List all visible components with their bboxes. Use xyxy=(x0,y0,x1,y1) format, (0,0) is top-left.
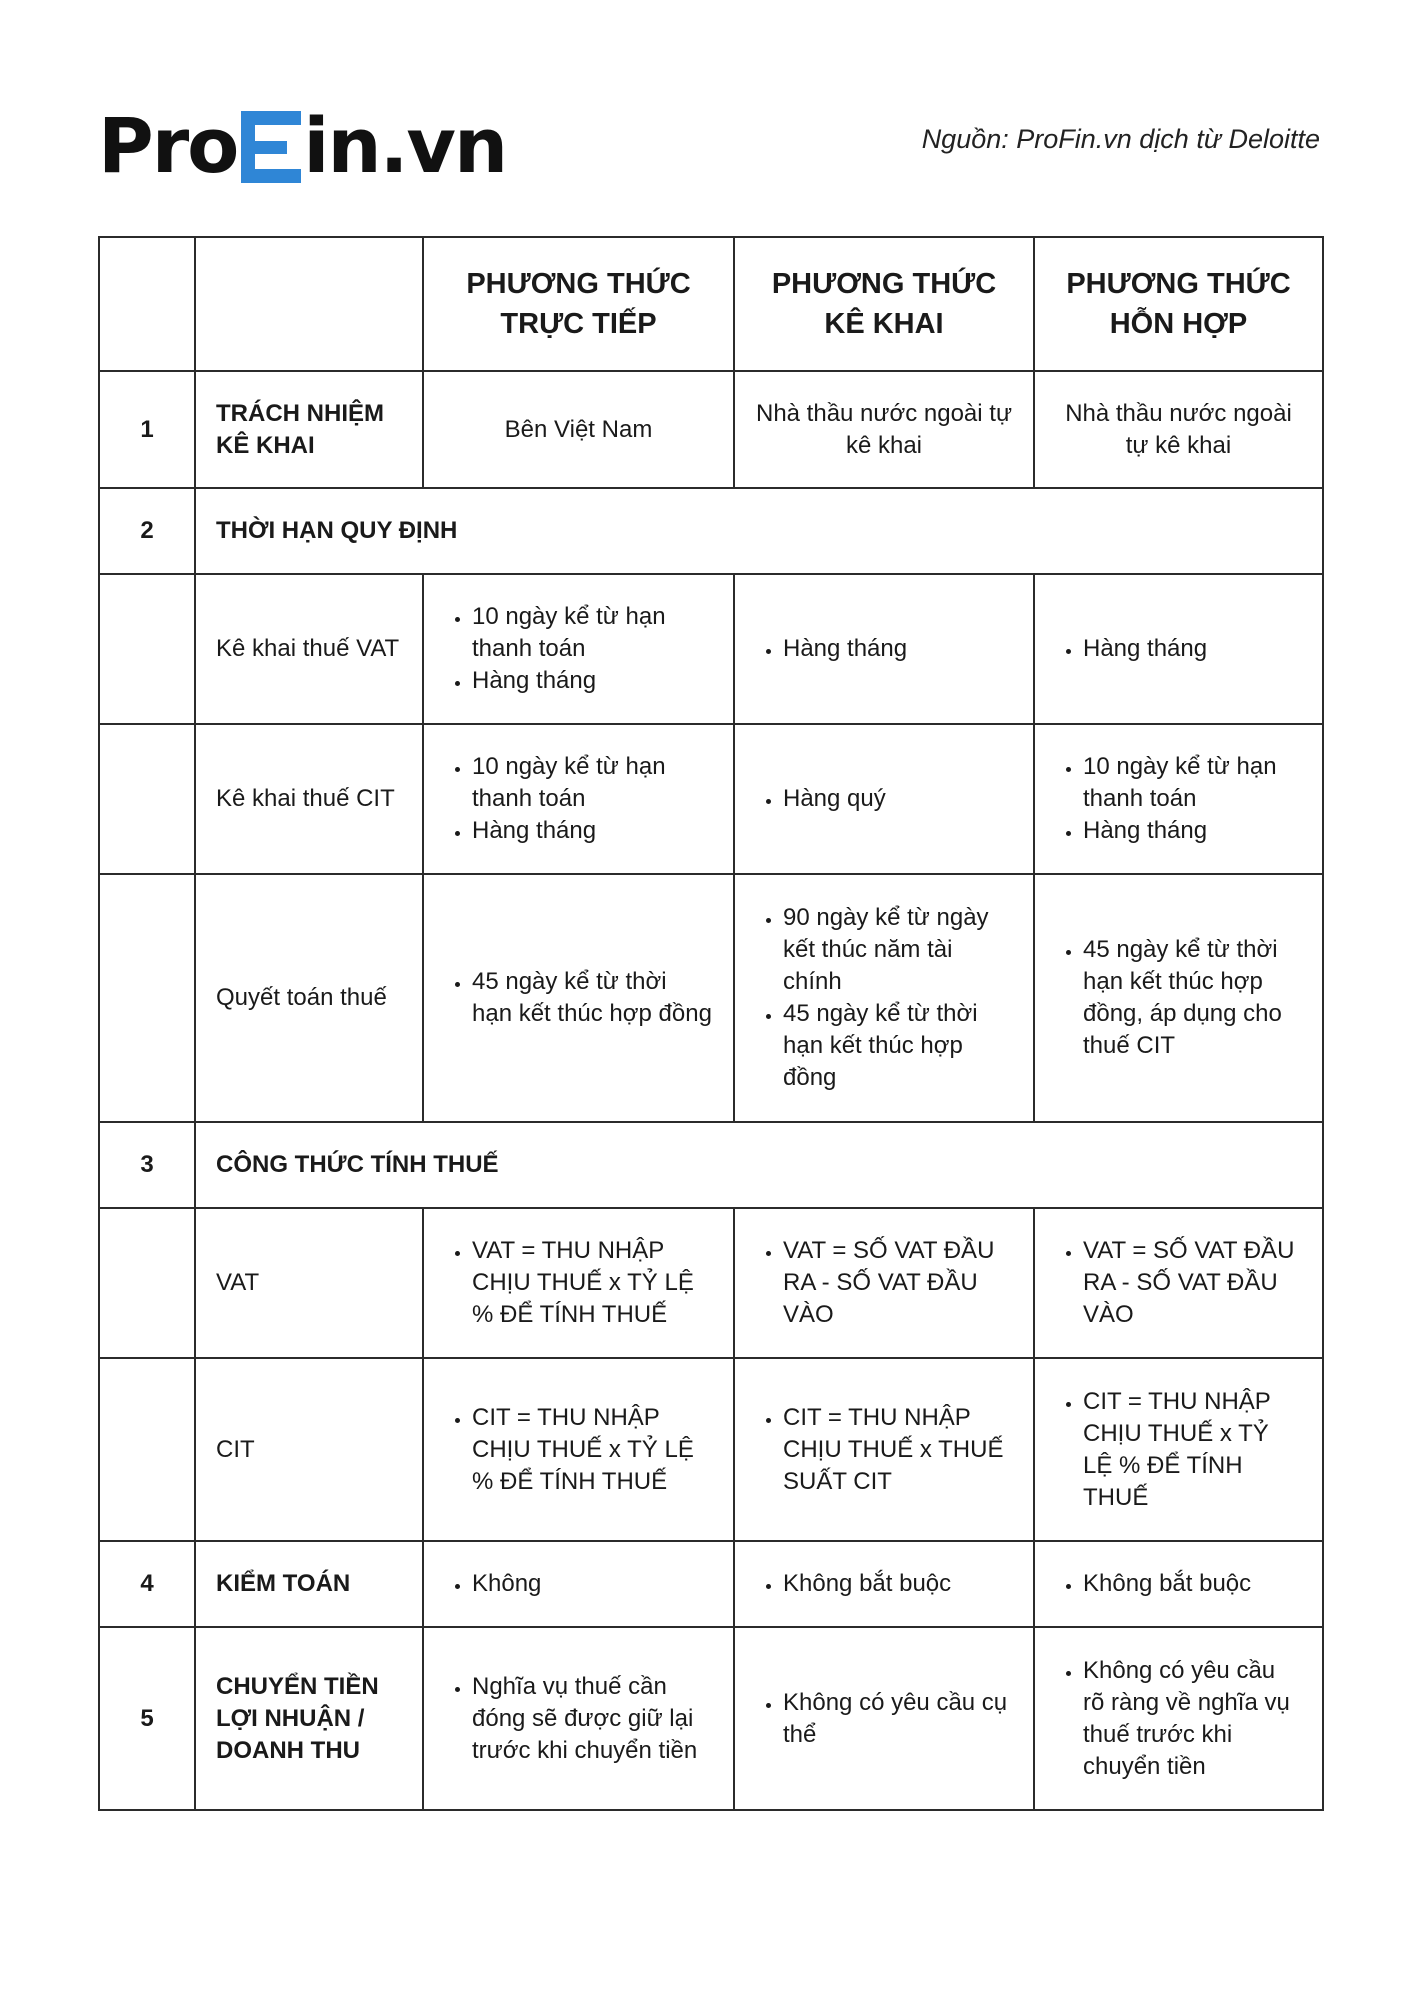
cell-direct xyxy=(423,1358,734,1541)
table-row xyxy=(99,874,1323,1122)
row-number: 4 xyxy=(99,1541,195,1627)
cell-hybrid xyxy=(1034,1627,1323,1810)
list-item: • VAT = SỐ VAT ĐẦU RA - SỐ VAT ĐẦU VÀO xyxy=(783,1235,1013,1331)
header-declaration-method: PHƯƠNG THỨC KÊ KHAI xyxy=(734,237,1034,371)
cell-declaration xyxy=(734,1541,1034,1627)
cell-direct: Bên Việt Nam xyxy=(423,371,734,488)
bullet-list xyxy=(755,1402,1013,1498)
list-item: • 45 ngày kể từ thời hạn kết thúc hợp đồng, áp dụng cho thuế CIT xyxy=(1083,934,1302,1062)
list-item: • Hàng quý xyxy=(783,783,1013,815)
list-item: • Không xyxy=(472,1568,713,1600)
header-empty-label xyxy=(195,237,423,371)
row-number: 3 xyxy=(99,1122,195,1208)
table-row xyxy=(99,1627,1323,1810)
list-item: • VAT = THU NHẬP CHỊU THUẾ x TỶ LỆ % ĐỂ TÍNH THUẾ xyxy=(472,1235,713,1331)
row-number: 2 xyxy=(99,488,195,574)
list-item: • 10 ngày kể từ hạn thanh toán xyxy=(472,601,713,665)
cell-hybrid xyxy=(1034,1208,1323,1358)
logo-text-left: Pro xyxy=(98,100,238,190)
row-label: TRÁCH NHIỆM KÊ KHAI xyxy=(195,371,423,488)
cell-hybrid xyxy=(1034,574,1323,724)
list-item: • CIT = THU NHẬP CHỊU THUẾ x TỶ LỆ % ĐỂ TÍNH THUẾ xyxy=(1083,1386,1302,1514)
header-direct-method: PHƯƠNG THỨC TRỰC TIẾP xyxy=(423,237,734,371)
section-label: THỜI HẠN QUY ĐỊNH xyxy=(195,488,1323,574)
cell-declaration xyxy=(734,574,1034,724)
list-item: • Không có yêu cầu cụ thể xyxy=(783,1687,1013,1751)
row-number-empty xyxy=(99,724,195,874)
cell-declaration xyxy=(734,724,1034,874)
list-item: • 10 ngày kể từ hạn thanh toán xyxy=(1083,751,1302,815)
list-item: • Không bắt buộc xyxy=(783,1568,1013,1600)
bullet-list xyxy=(1055,934,1302,1062)
bullet-list xyxy=(444,1568,713,1600)
cell-declaration xyxy=(734,1208,1034,1358)
section-label: CÔNG THỨC TÍNH THUẾ xyxy=(195,1122,1323,1208)
cell-declaration xyxy=(734,1358,1034,1541)
bullet-list xyxy=(444,1235,713,1331)
bullet-list xyxy=(444,1402,713,1498)
list-item: • Hàng tháng xyxy=(1083,815,1302,847)
header-hybrid-method: PHƯƠNG THỨC HỖN HỢP xyxy=(1034,237,1323,371)
table-header-row xyxy=(99,237,1323,371)
cell-direct xyxy=(423,1541,734,1627)
logo-text-right: in.vn xyxy=(303,100,507,190)
cell-hybrid xyxy=(1034,874,1323,1122)
list-item: • Nghĩa vụ thuế cần đóng sẽ được giữ lại trước khi chuyển tiền xyxy=(472,1671,713,1767)
cell-direct xyxy=(423,874,734,1122)
bullet-list xyxy=(444,751,713,847)
bullet-list xyxy=(755,783,1013,815)
bullet-list xyxy=(755,1568,1013,1600)
logo-f-mark-icon xyxy=(241,111,301,183)
bullet-list xyxy=(444,601,713,697)
cell-hybrid xyxy=(1034,1358,1323,1541)
bullet-list xyxy=(755,902,1013,1094)
bullet-list xyxy=(755,1235,1013,1331)
table-row xyxy=(99,1541,1323,1627)
bullet-list xyxy=(444,966,713,1030)
cell-direct xyxy=(423,574,734,724)
table-row xyxy=(99,1208,1323,1358)
row-number-empty xyxy=(99,574,195,724)
list-item: • 10 ngày kể từ hạn thanh toán xyxy=(472,751,713,815)
cell-hybrid xyxy=(1034,1541,1323,1627)
bullet-list xyxy=(1055,751,1302,847)
profin-logo xyxy=(98,100,506,190)
list-item: • 90 ngày kể từ ngày kết thúc năm tài chính xyxy=(783,902,1013,998)
row-label: Kê khai thuế CIT xyxy=(195,724,423,874)
bullet-list xyxy=(1055,1568,1302,1600)
table-row xyxy=(99,371,1323,488)
row-label: KIỂM TOÁN xyxy=(195,1541,423,1627)
row-number-empty xyxy=(99,874,195,1122)
cell-hybrid xyxy=(1034,724,1323,874)
bullet-list xyxy=(444,1671,713,1767)
cell-direct xyxy=(423,1208,734,1358)
row-number: 5 xyxy=(99,1627,195,1810)
header-empty-num xyxy=(99,237,195,371)
source-note: Nguồn: ProFin.vn dịch từ Deloitte xyxy=(921,124,1320,154)
list-item: • Hàng tháng xyxy=(472,815,713,847)
row-number-empty xyxy=(99,1358,195,1541)
cell-direct xyxy=(423,1627,734,1810)
row-label: Quyết toán thuế xyxy=(195,874,423,1122)
bullet-list xyxy=(1055,1386,1302,1514)
list-item: • Không có yêu cầu rõ ràng về nghĩa vụ thuế trước khi chuyển tiền xyxy=(1083,1655,1302,1783)
table-row xyxy=(99,574,1323,724)
bullet-list xyxy=(1055,633,1302,665)
bullet-list xyxy=(1055,1235,1302,1331)
list-item: • Hàng tháng xyxy=(783,633,1013,665)
list-item: • Hàng tháng xyxy=(1083,633,1302,665)
cell-declaration xyxy=(734,874,1034,1122)
section-row xyxy=(99,488,1323,574)
row-number-empty xyxy=(99,1208,195,1358)
page-header xyxy=(98,100,1320,190)
cell-declaration: Nhà thầu nước ngoài tự kê khai xyxy=(734,371,1034,488)
bullet-list xyxy=(1055,1655,1302,1783)
cell-hybrid: Nhà thầu nước ngoài tự kê khai xyxy=(1034,371,1323,488)
list-item: • 45 ngày kể từ thời hạn kết thúc hợp đồng xyxy=(472,966,713,1030)
tax-methods-table xyxy=(98,236,1324,1811)
list-item: • Không bắt buộc xyxy=(1083,1568,1302,1600)
section-row xyxy=(99,1122,1323,1208)
list-item: • VAT = SỐ VAT ĐẦU RA - SỐ VAT ĐẦU VÀO xyxy=(1083,1235,1302,1331)
table-row xyxy=(99,1358,1323,1541)
row-label: CIT xyxy=(195,1358,423,1541)
row-label: CHUYỂN TIỀN LỢI NHUẬN / DOANH THU xyxy=(195,1627,423,1810)
list-item: • CIT = THU NHẬP CHỊU THUẾ x THUẾ SUẤT CIT xyxy=(783,1402,1013,1498)
bullet-list xyxy=(755,1687,1013,1751)
list-item: • CIT = THU NHẬP CHỊU THUẾ x TỶ LỆ % ĐỂ TÍNH THUẾ xyxy=(472,1402,713,1498)
table-row xyxy=(99,724,1323,874)
bullet-list xyxy=(755,633,1013,665)
list-item: • 45 ngày kể từ thời hạn kết thúc hợp đồng xyxy=(783,998,1013,1094)
list-item: • Hàng tháng xyxy=(472,665,713,697)
row-label: VAT xyxy=(195,1208,423,1358)
cell-direct xyxy=(423,724,734,874)
row-number: 1 xyxy=(99,371,195,488)
cell-declaration xyxy=(734,1627,1034,1810)
row-label: Kê khai thuế VAT xyxy=(195,574,423,724)
